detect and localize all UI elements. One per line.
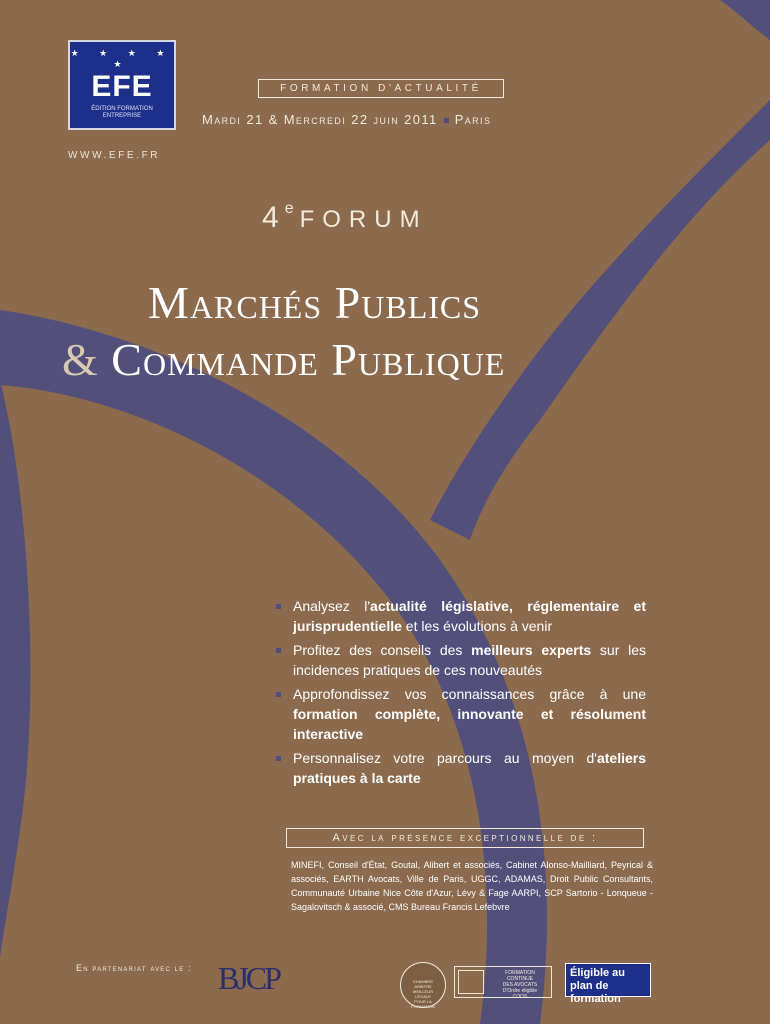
bullet-text: Profitez des conseils des — [293, 642, 472, 658]
council-emblem-icon — [458, 970, 484, 994]
bullet-text: Analysez l' — [293, 598, 371, 614]
forum-number: 4 — [262, 201, 285, 234]
formation-label: FORMATION D'ACTUALITÉ — [258, 79, 504, 98]
bullet-text: et les évolutions à venir — [401, 618, 553, 634]
bullet-text: Approfondissez vos connaissances grâce à une — [293, 686, 646, 702]
bullet-text: sur les incidences pratiques de ces nouveautés — [293, 642, 647, 678]
logo-word: EFE — [91, 70, 153, 103]
logo-subtitle: ÉDITION FORMATION ENTREPRISE — [91, 106, 153, 119]
site-url[interactable]: WWW.EFE.FR — [68, 150, 161, 161]
list-item — [276, 748, 646, 788]
presence-heading: Avec la présence exceptionnelle de : — [286, 828, 644, 848]
title-ampersand: & — [62, 334, 99, 385]
forum-sup: e — [284, 200, 294, 217]
city-text: Paris — [454, 112, 492, 127]
eligible-badge: Éligible au plan de formation — [565, 963, 651, 997]
bullet-bold: meilleurs experts — [471, 642, 592, 658]
right-top-arc — [720, 0, 770, 40]
title-line-2 — [62, 333, 505, 386]
left-lower-arc — [0, 380, 30, 960]
bullet-bold: formation complète, innovante et résolument interactive — [293, 706, 646, 742]
bullet-bold: actualité législative, réglementaire et jurisprudentielle — [293, 598, 646, 634]
square-bullet-icon — [276, 604, 281, 609]
stars-icon: ★ ★ ★ ★ ★ — [70, 48, 174, 69]
square-bullet-icon — [276, 756, 281, 761]
bjcp-logo: BJCP — [218, 960, 279, 996]
seal-logo — [400, 962, 446, 1008]
seal-text: CHAMBRE ARBITRE MEILLEUR LÉGALE POUR LA FORMATION — [411, 979, 435, 1009]
bullet-bold: ateliers pratiques à la carte — [293, 750, 646, 786]
list-item — [276, 640, 646, 680]
list-item — [276, 596, 646, 636]
square-bullet-icon — [276, 692, 281, 697]
square-bullet-icon — [444, 118, 449, 123]
speakers-list: MINEFI, Conseil d'État, Goutal, Alibert et associés, Cabinet Alonso-Mailliard, Peyrical & associés, EARTH Avocats, Ville de Paris, UGGC, ADAMAS, Droit Public Consultants, Communauté Urbaine Nice Côte d'Azur, Lévy & Fage AARPI, SCP Sartorio - Lonqueue - Sagalovitsch & associé, CMS Bureau Francis Lefebvre — [291, 860, 653, 912]
forum-word: FORUM — [299, 206, 428, 233]
bullet-text: Personnalisez votre parcours au moyen d' — [293, 750, 597, 766]
forum-heading — [262, 200, 428, 235]
list-item — [276, 684, 646, 744]
date-text: Mardi 21 & Mercredi 22 juin 2011 — [202, 112, 438, 127]
title-line-2-text: Commande Publique — [111, 334, 506, 385]
fca-logo — [454, 966, 552, 998]
partner-label: En partenariat avec le : — [76, 963, 192, 973]
benefits-list — [276, 596, 646, 792]
efe-logo — [68, 40, 176, 130]
fca-text: FORMATION CONTINUE DES AVOCATS D'Ordre éligible COOS — [502, 970, 538, 1000]
title-line-1: Marchés Publics — [148, 277, 482, 328]
square-bullet-icon — [276, 648, 281, 653]
event-date — [202, 112, 491, 127]
